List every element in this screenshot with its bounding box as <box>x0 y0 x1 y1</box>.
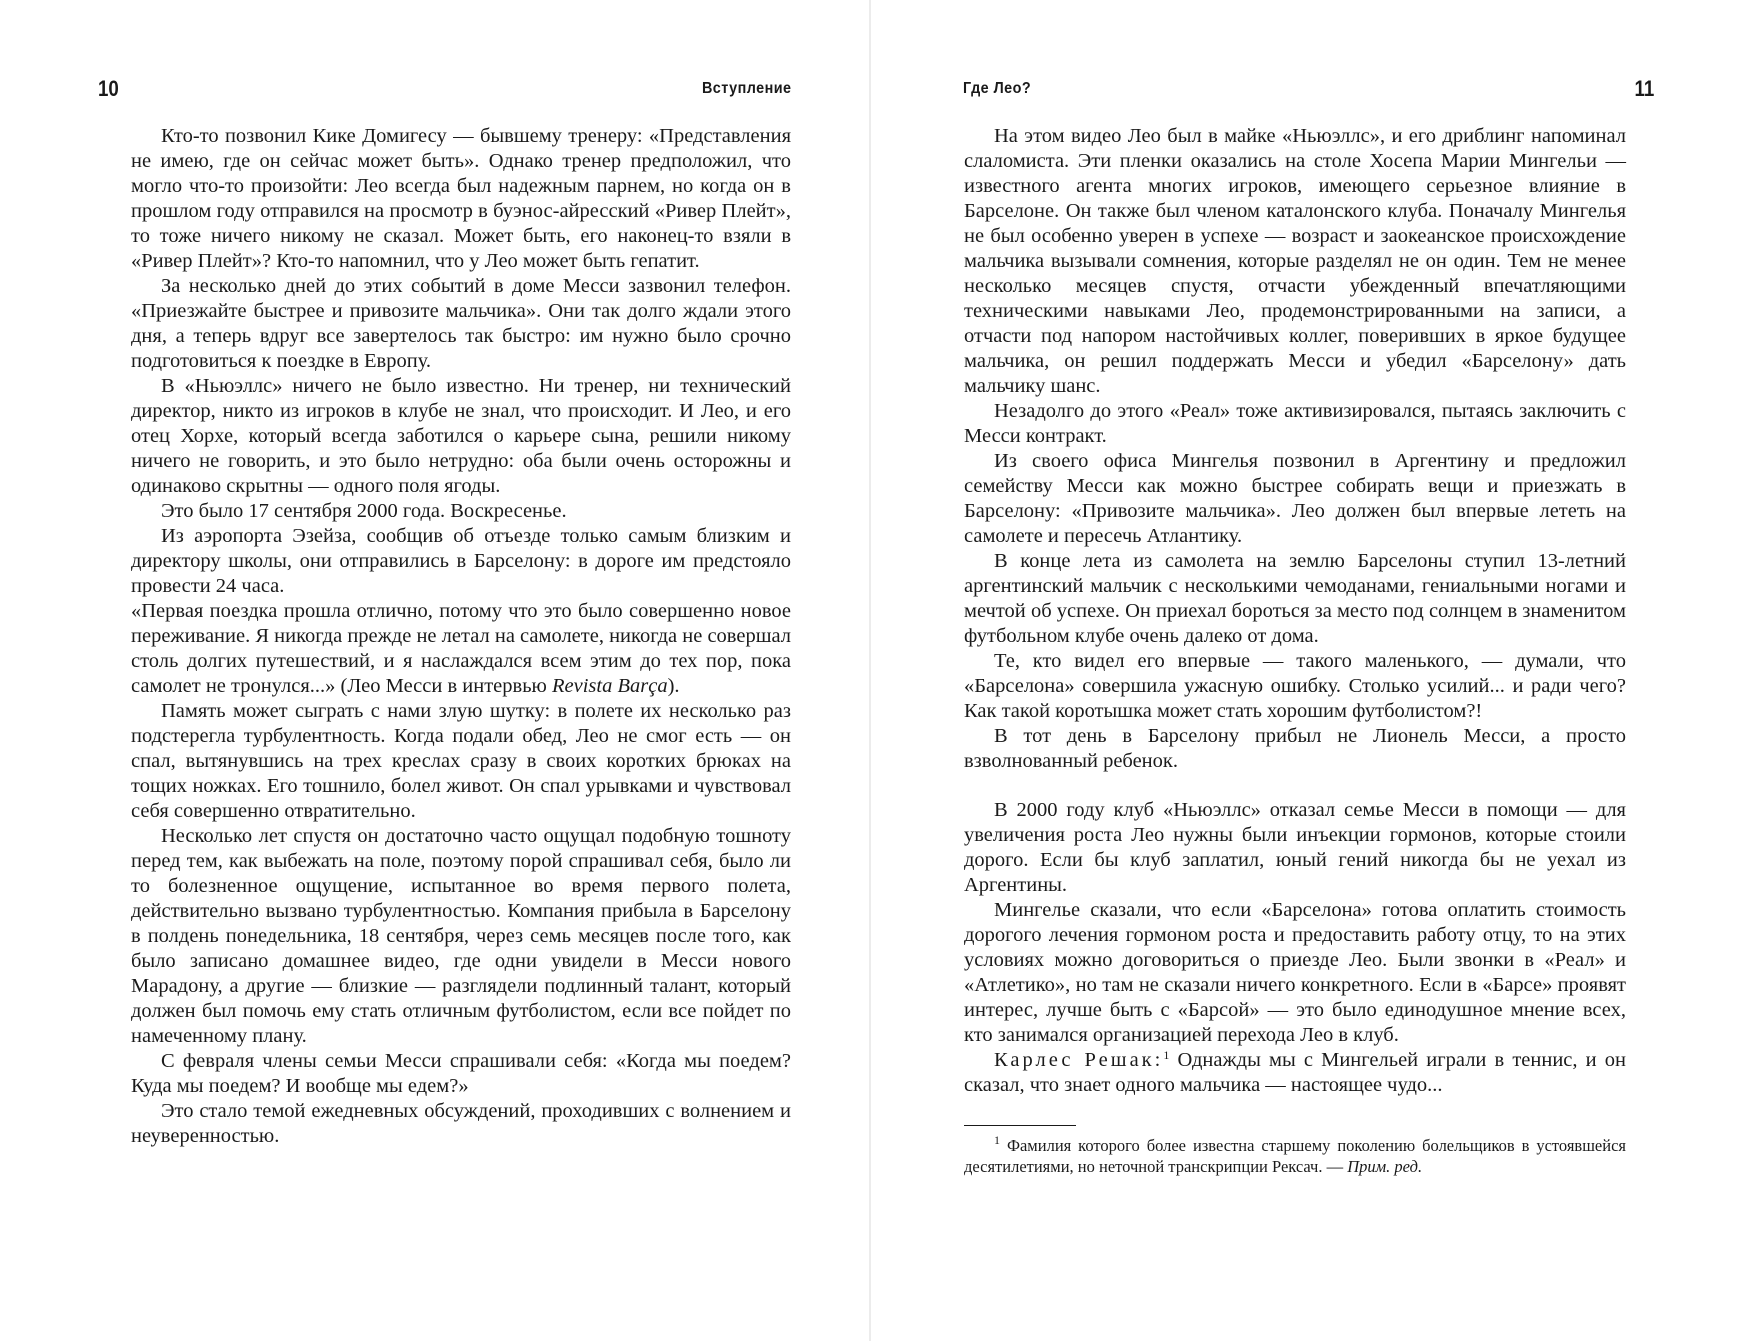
paragraph: Те, кто видел его впервые — такого маленького, — думали, что «Барселона» совершила ужасную ошибку. Столько усилий... и ради чего? Как такой коротышка может стать хорошим футболистом?! <box>964 650 1626 722</box>
left-page-text <box>131 124 791 1149</box>
right-page <box>871 0 1740 1341</box>
chapter-title-left: Вступление <box>701 80 791 97</box>
messi-quote <box>131 599 791 699</box>
footnote-divider <box>964 1125 1076 1126</box>
page-number-left: 10 <box>98 76 119 101</box>
speaker-name: Карлес Решак: <box>994 1049 1164 1071</box>
paragraph: В тот день в Барселону прибыл не Лионель Месси, а просто взволнованный ребенок. <box>964 725 1626 772</box>
speaker-text: Однажды мы с Мингельей играли в теннис, и он сказал, что знает одного мальчика — настоящее чудо... <box>964 1049 1626 1096</box>
paragraph: Кто-то позвонил Кике Домигесу — бывшему тренеру: «Представления не имею, где он сейчас может быть». Однако тренер предположил, что могло что-то произойти: Лео всегда был надежным парнем, но когда он в прошлом году отправился на просмотр в буэнос-айресский «Ривер Плейт», то тоже ничего никому не сказал. Может быть, его наконец-то взяли в «Ривер Плейт»? Кто-то напомнил, что у Лео может быть гепатит. <box>131 125 791 272</box>
running-head-right <box>963 74 1654 110</box>
paragraph: В «Ньюэллс» ничего не было известно. Ни тренер, ни технический директор, никто из игроков в клубе не знал, что происходит. И Лео, и его отец Хорхе, который всегда заботился о карьере сына, решили никому ничего не говорить, и это было нетрудно: оба были очень осторожны и одинаково скрытны — одного поля ягоды. <box>131 375 791 497</box>
footnote-reference: 1 <box>1163 1048 1170 1062</box>
paragraph: На этом видео Лео был в майке «Ньюэллс», и его дриблинг напоминал слаломиста. Эти пленки оказались на столе Хосепа Марии Мингельи — известного агента многих игроков, имеющего серьезное влияние в Барселоне. Он также был членом каталонского клуба. Поначалу Мингелья не был особенно уверен в успехе — возраст и заокеанское происхождение мальчика вызывали сомнения, которые разделял не он один. Тем не менее несколько месяцев спустя, отчасти убежденный впечатляющими техническими навыками Лео, продемонстрированными на записи, а отчасти под напором настойчивых коллег, поверивших в яркое будущее мальчика, он решил поддержать Месси и убедил «Барселону» дать мальчику шанс. <box>964 125 1626 397</box>
footnote-abbreviation: Прим. ред. <box>1347 1157 1423 1176</box>
quote-text: «Первая поездка прошла отлично, потому что это было совершенно новое переживание. Я никогда прежде не летал на самолете, никогда не совершал столь долгих путешествий, и я наслаждался всем этим до тех пор, пока самолет не тронулся...» (Лео Месси в интервью <box>131 600 791 697</box>
paragraph: Это стало темой ежедневных обсуждений, проходивших с волнением и неуверенностью. <box>131 1100 791 1147</box>
running-head-left <box>98 74 791 110</box>
paragraph: В конце лета из самолета на землю Барселоны ступил 13-летний аргентинский мальчик с несколькими чемоданами, гениальными ногами и мечтой об успехе. Он приехал бороться за место под солнцем в знаменитом футбольном клубе очень далеко от дома. <box>964 550 1626 647</box>
page-number-right: 11 <box>1634 76 1654 101</box>
paragraph: Память может сыграть с нами злую шутку: в полете их несколько раз подстерегла турбулентность. Когда подали обед, Лео не смог есть — он спал, вытянувшись на трех креслах сразу в своих коротких брюках на тощих ножках. Его тошнило, болел живот. Он спал урывками и чувствовал себя совершенно отвратительно. <box>131 700 791 822</box>
footnote-mark: 1 <box>994 1133 1000 1147</box>
quote-close: ). <box>667 675 680 697</box>
footnote-text: Фамилия которого более известна старшему поколению болельщиков в устоявшейся десятилетиями, но неточной транскрипции Рексач. — <box>964 1136 1626 1176</box>
paragraph: Из своего офиса Мингелья позвонил в Аргентину и предложил семейству Месси как можно быстрее собирать вещи и приезжать в Барселону: «Привозите мальчика». Лео должен был впервые лететь на самолете и пересечь Атлантику. <box>964 450 1626 547</box>
paragraph: Незадолго до этого «Реал» тоже активизировался, пытаясь заключить с Месси контракт. <box>964 400 1626 447</box>
right-page-text <box>964 124 1626 1177</box>
paragraph: За несколько дней до этих событий в доме Месси зазвонил телефон. «Приезжайте быстрее и привозите мальчика». Они так долго ждали этого дня, а теперь вдруг все завертелось так быстро: им нужно было срочно подготовиться к поездке в Европу. <box>131 275 791 372</box>
paragraph: Это было 17 сентября 2000 года. Воскресенье. <box>161 500 567 522</box>
speaker-paragraph <box>964 1048 1626 1098</box>
footnote <box>964 1135 1626 1177</box>
paragraph: Несколько лет спустя он достаточно часто ощущал подобную тошноту перед тем, как выбежать на поле, поэтому порой спрашивал себя, было ли то болезненное ощущение, испытанное во время первого полета, действительно вызвано турбулентностью. Компания прибыла в Барселону в полдень понедельника, 18 сентября, через семь месяцев после того, как было записано домашнее видео, где одни увидели в Месси нового Марадону, а другие — близкие — разглядели подлинный талант, который должен был помочь ему стать отличным футболистом, если все пойдет по намеченному плану. <box>131 825 791 1047</box>
paragraph: Мингелье сказали, что если «Барселона» готова оплатить стоимость дорогого лечения гормоном роста и предоставить работу отцу, то на этих условиях можно договориться о приезде Лео. Были звонки в «Реал» и «Атлетико», но там не сказали ничего конкретного. Если в «Барсе» проявят интерес, лучше быть с «Барсой» — это было единодушное мнение всех, кто занимался организацией перехода Лео в клуб. <box>964 899 1626 1046</box>
chapter-title-right: Где Лео? <box>963 80 1032 97</box>
paragraph: С февраля члены семьи Месси спрашивали себя: «Когда мы поедем? Куда мы поедем? И вообще мы едем?» <box>131 1050 791 1097</box>
paragraph: В 2000 году клуб «Ньюэллс» отказал семье Месси в помощи — для увеличения роста Лео нужны были инъекции гормонов, которые стоили дорого. Если бы клуб заплатил, юный гений никогда бы не уехал из Аргентины. <box>964 799 1626 896</box>
paragraph: Из аэропорта Эзейза, сообщив об отъезде только самым близким и директору школы, они отправились в Барселону: в дороге им предстояло провести 24 часа. <box>131 525 791 597</box>
quote-source: Revista Barça <box>552 675 668 697</box>
